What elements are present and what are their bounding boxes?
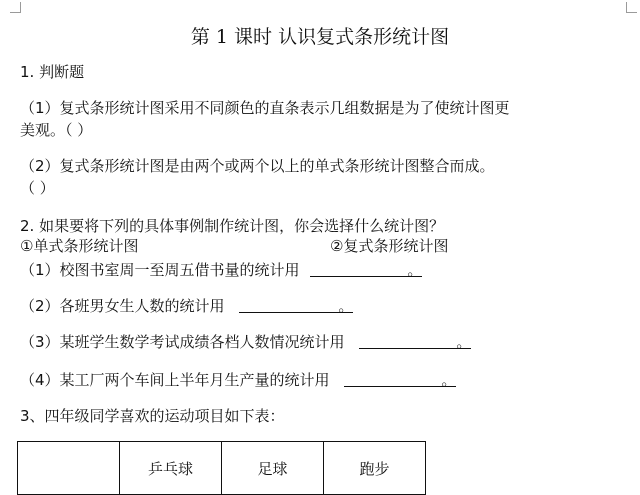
answer-blank[interactable] <box>359 332 471 349</box>
fill-item-text: （4）某工厂两个车间上半年月生产量的统计用 <box>20 371 330 389</box>
page-corner-mark <box>626 2 637 13</box>
lesson-title: 第 1 课时 认识复式条形统计图 <box>190 26 450 48</box>
option-single-bar: ①单式条形统计图 <box>20 237 139 255</box>
question-1-line1: （1）复式条形统计图采用不同颜色的直条表示几组数据是为了使统计图更 <box>20 99 510 117</box>
table-header-row <box>18 442 426 495</box>
answer-blank[interactable] <box>310 260 422 277</box>
section1-heading: 1. 判断题 <box>20 63 85 81</box>
option-compound-bar: ②复式条形统计图 <box>330 237 449 255</box>
fill-item-text: （2）各班男女生人数的统计用 <box>20 297 225 315</box>
fill-item-text: （3）某班学生数学考试成绩各档人数情况统计用 <box>20 333 345 351</box>
question-2-line2: （ ） <box>20 179 55 197</box>
sports-table <box>17 441 426 495</box>
table-header-running: 跑步 <box>324 442 426 495</box>
fill-item-1 <box>20 260 422 280</box>
answer-blank[interactable] <box>239 296 353 313</box>
page-corner-mark <box>10 2 21 13</box>
blank-period: 。 <box>338 297 354 315</box>
fill-item-3 <box>20 332 471 352</box>
answer-blank[interactable] <box>344 370 456 387</box>
blank-period: 。 <box>407 261 423 279</box>
blank-period: 。 <box>456 333 472 351</box>
table-header-football: 足球 <box>222 442 324 495</box>
table-header-pingpong: 乒乓球 <box>120 442 222 495</box>
fill-item-text: （1）校图书室周一至周五借书量的统计用 <box>20 261 300 279</box>
blank-period: 。 <box>441 371 457 389</box>
question-2-line1: （2）复式条形统计图是由两个或两个以上的单式条形统计图整合而成。 <box>20 157 495 175</box>
fill-item-4 <box>20 370 456 390</box>
question-1-line2: 美观。（ ） <box>20 121 93 139</box>
fill-item-2 <box>20 296 353 316</box>
section3-heading: 3、四年级同学喜欢的运动项目如下表： <box>20 407 285 425</box>
section2-heading: 2. 如果要将下列的具体事例制作统计图，你会选择什么统计图？ <box>20 217 445 235</box>
table-corner-cell <box>18 442 120 495</box>
